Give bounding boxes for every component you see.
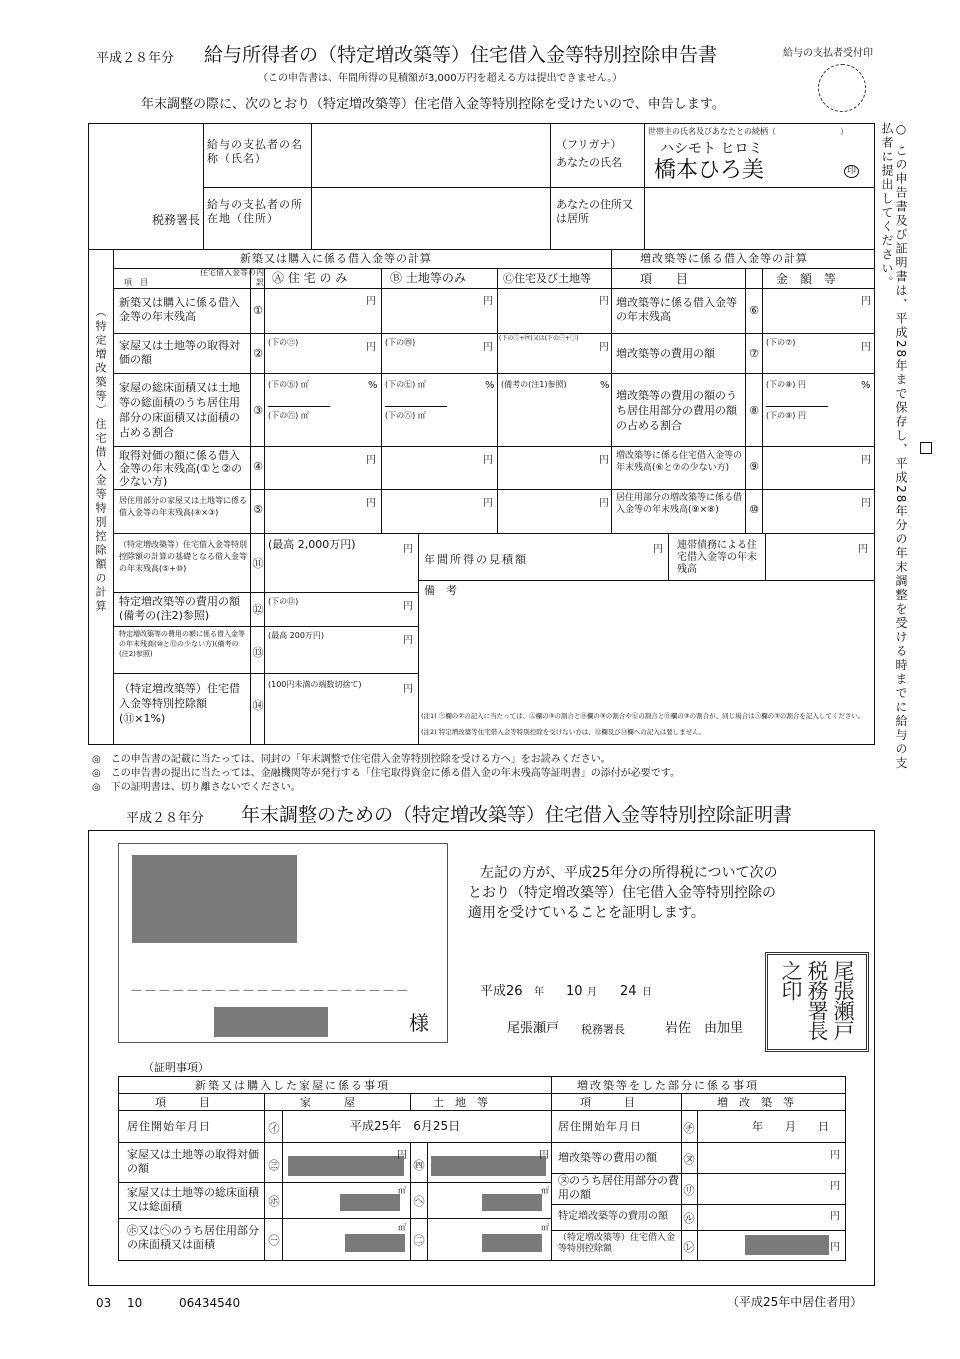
redacted-address — [132, 855, 297, 943]
row9-label: 増改築等に係る住宅借入金等の年末残高(⑥と⑦の少ない方) — [616, 451, 743, 473]
row11-no: ⑪ — [252, 557, 264, 570]
side-note-text: この申告書及び証明書は、平成28年まで保存し、平成28年分の年末調整を受ける時までに給与の支払者に提出してください。 — [880, 122, 908, 771]
seal-text: 尾張瀬戸税務署長之印 — [779, 960, 855, 1040]
rule — [118, 1110, 846, 1111]
cert-new-section: 新築又は購入した家屋に係る事項 — [195, 1079, 390, 1092]
rule — [644, 123, 645, 249]
yen-annual: 円 — [653, 544, 663, 555]
payer-address-label: 給与の支払者の所在地（住所） — [207, 198, 303, 225]
cert-row3-label: 家屋又は土地等の総床面積又は総面積 — [127, 1186, 259, 1213]
redacted-land-living-area — [482, 1234, 542, 1252]
rule — [697, 1110, 698, 1261]
rule — [745, 268, 746, 533]
cert-row3-m2b: ㎡ — [541, 1186, 549, 1195]
rule — [497, 268, 498, 533]
application-title: 給与所得者の（特定増改築等）住宅借入金等特別控除申告書 — [204, 44, 718, 66]
side-note-circle: ○ — [894, 122, 908, 138]
rule — [681, 1093, 682, 1261]
application-year: 平成２８年分 — [96, 51, 175, 66]
yen-5b: 円 — [483, 498, 493, 509]
certificate-year: 平成２８年分 — [126, 811, 205, 826]
yen-1a: 円 — [366, 296, 376, 307]
date-month-unit: 月 — [587, 987, 597, 998]
yen-4c: 円 — [599, 455, 609, 466]
office-title: 税務署長 — [581, 1023, 625, 1036]
yen-4b: 円 — [483, 455, 493, 466]
row3-b1: (下の㊆) ㎡ — [385, 380, 426, 389]
rule — [410, 1093, 411, 1110]
cert-row3-m2: ㎡ — [398, 1186, 406, 1195]
tax-office-label: 税務署長 — [152, 213, 201, 227]
redacted-house-living-area — [345, 1234, 405, 1252]
cert-row4-m2: ㎡ — [398, 1223, 406, 1232]
row11-value: (最高 2,000万円) — [268, 538, 356, 551]
cert-reno2-mark: ㋦ — [683, 1153, 695, 1166]
cert-row2-label: 家屋又は土地等の取得対価の額 — [127, 1148, 259, 1175]
rule — [264, 1093, 265, 1261]
row2-no: ② — [253, 347, 263, 360]
cert-reno1-label: 居住開始年月日 — [558, 1120, 642, 1133]
rule — [551, 1230, 846, 1231]
col-reno-item-label: 項 目 — [640, 272, 689, 286]
rule — [203, 123, 204, 249]
row6-no: ⑥ — [749, 304, 759, 317]
cert-col-reno: 増 改 築 等 — [717, 1096, 794, 1109]
name-dashes: －－－－－－－－－－－－－－－－－－－－ — [130, 984, 411, 999]
cert-row4-m2b: ㎡ — [541, 1223, 549, 1232]
annual-income-label: 年間所得の見積額 — [424, 553, 528, 566]
row13-label: 特定増改築等の費用の額に係る借入金等の年末残高(⑩と⑫の少ない方)(備考の(注2)参照) — [119, 630, 245, 658]
row9-no: ⑨ — [749, 460, 759, 473]
cert-reno-section: 増改築等をした部分に係る事項 — [577, 1079, 759, 1092]
application-intro: 年末調整の際に、次のとおり（特定増改築等）住宅借入金等特別控除を受けたいので、申告します。 — [141, 97, 725, 112]
col-kind-label: 住宅借入金等の内訳 — [200, 268, 264, 287]
row12-no: ⑫ — [252, 603, 264, 616]
col-c-label: Ⓒ住宅及び土地等 — [503, 272, 591, 285]
cert-row1-label: 居住開始年月日 — [127, 1120, 211, 1133]
redacted-deduction — [745, 1235, 829, 1255]
redacted-house-area — [340, 1194, 400, 1211]
row4-label: 取得対価の額に係る借入金等の年末残高(①と②の少ない方) — [119, 449, 243, 488]
row14-no: ⑭ — [252, 699, 264, 712]
cert-row4-mark2: ㊁ — [413, 1234, 425, 1247]
cert-row2-mark: ㊂ — [268, 1159, 280, 1172]
yen-13: 円 — [403, 635, 413, 646]
left-vertical-label: （特定増改築等）住宅借入金等特別控除額の計算 — [94, 306, 107, 614]
name-value: 橋本ひろ美 — [654, 158, 765, 183]
cert-row2-mark2: ㊃ — [413, 1159, 425, 1172]
cert-items-label: （証明事項） — [143, 1061, 209, 1074]
row4-no: ④ — [253, 460, 263, 473]
office-name: 尾張瀬戸 — [507, 1021, 560, 1036]
cert-reno4-yen: 円 — [830, 1211, 840, 1222]
yen-2a: 円 — [366, 342, 376, 353]
yen-4a: 円 — [366, 455, 376, 466]
yen-joint: 円 — [858, 544, 868, 555]
row3-c: (備考の(注1)参照) — [501, 380, 567, 389]
rule — [113, 333, 875, 334]
footnote-1: ◎ この申告書の記載に当たっては、同封の「年末調整で住宅借入金等特別控除を受ける方へ」をお読みください。 — [92, 754, 611, 765]
pct-3a: % — [368, 380, 378, 391]
rule — [113, 249, 114, 745]
redacted-name — [214, 1007, 328, 1037]
row5-no: ⑤ — [253, 503, 263, 516]
row12-value: (下の⑫) — [268, 597, 299, 606]
rule — [427, 1142, 428, 1261]
row12-label: 特定増改築等の費用の額(備考の(注2)参照) — [119, 595, 240, 622]
footnote-2: ◎ この申告書の提出に当たっては、金融機関等が発行する「住宅取得資金に係る借入金の年末残高等証明書」の添付が必要です。 — [92, 768, 680, 779]
col-b-label: Ⓑ 土地等のみ — [390, 271, 466, 285]
yen-5c: 円 — [599, 498, 609, 509]
row3-a1: (下の㊄) ㎡ — [268, 380, 309, 389]
yen-6: 円 — [861, 296, 871, 307]
yen-2c: 円 — [599, 342, 609, 353]
rule — [551, 1142, 846, 1143]
fraction-bar-3a — [268, 406, 330, 407]
row8-label: 増改築等の費用の額のうち居住用部分の費用の額の占める割合 — [616, 389, 737, 432]
cert-reno3-label: ㋦のうち居住用部分の費用の額 — [558, 1174, 679, 1201]
rule — [381, 268, 382, 533]
cert-col-land: 土 地 等 — [433, 1096, 488, 1109]
row8-v2: (下の⑨) 円 — [766, 411, 806, 420]
yen-1c: 円 — [599, 296, 609, 307]
row8-v1: (下の⑧) 円 — [766, 380, 806, 389]
payer-name-label: 給与の支払者の名称（氏名） — [207, 138, 303, 165]
row7-value: (下の⑦) — [766, 338, 796, 347]
rule — [551, 1076, 552, 1261]
col-a-label: Ⓐ 住 宅 の み — [272, 271, 348, 285]
col-item-label: 項 目 — [124, 278, 148, 287]
rule — [88, 249, 875, 250]
receipt-stamp-circle — [818, 64, 866, 112]
cert-row4-label: ㋭又は㋬のうち居住用部分の床面積又は面積 — [127, 1224, 259, 1251]
cert-row3-mark2: ㋬ — [413, 1195, 425, 1208]
row14-label: （特定増改築等）住宅借入金等特別控除額(⑪×1%) — [119, 682, 240, 725]
checkbox-mark — [920, 442, 932, 454]
cert-row2-yen: 円 — [397, 1150, 407, 1161]
rule — [762, 268, 763, 533]
row1-no: ① — [253, 304, 263, 317]
row5-label: 居住用部分の家屋又は土地等に係る借入金等の年末残高(④×③) — [119, 496, 247, 517]
cert-reno5-yen: 円 — [830, 1242, 840, 1253]
yen-7: 円 — [861, 342, 871, 353]
rule — [113, 288, 875, 289]
cert-text-1: 左記の方が、平成25年分の所得税について次の — [480, 865, 778, 881]
redacted-house-cost — [288, 1156, 404, 1176]
redacted-land-cost — [431, 1156, 546, 1176]
yen-1b: 円 — [483, 296, 493, 307]
pct-3b: % — [485, 380, 495, 391]
rule — [118, 1093, 846, 1094]
date-era: 平成26 — [480, 984, 523, 999]
footer-resident-type: （平成25年中居住者用） — [727, 1295, 863, 1309]
row13-no: ⑬ — [252, 646, 264, 659]
rule — [118, 1182, 551, 1183]
rule — [668, 533, 669, 580]
remarks-label: 備 考 — [424, 584, 457, 597]
rule — [418, 533, 419, 745]
row2-c: (下の㊂+㊃)又は(下の㊀+㊁) — [499, 335, 579, 342]
seal-mark: 印 — [844, 165, 859, 178]
rule — [113, 446, 875, 447]
date-month: 10 — [566, 984, 583, 999]
your-name-label: あなたの氏名 — [556, 156, 622, 169]
rule — [551, 1204, 846, 1205]
rule — [611, 249, 612, 533]
cert-col-reno-item: 項 目 — [580, 1096, 635, 1109]
cert-reno1-mark: ㋠ — [683, 1122, 695, 1135]
rule — [113, 533, 875, 534]
fraction-bar-3b — [385, 406, 447, 407]
cert-reno5-label: （特定増改築等）住宅借入金等特別控除額 — [558, 1233, 676, 1254]
furigana-value: ハシモト ヒロミ — [660, 141, 763, 157]
note2: (注2) 特定増改築等住宅借入金等特別控除を受けない方は、⑫欄及び⑬欄への記入は要しません。 — [421, 728, 706, 736]
cert-reno3-mark: ㋷ — [683, 1184, 695, 1197]
rule — [765, 533, 766, 580]
fraction-bar-8 — [766, 406, 828, 407]
pct-3c: % — [600, 380, 610, 391]
row3-no: ③ — [253, 404, 263, 417]
row3-a2: (下の㊅) ㎡ — [268, 411, 309, 420]
rule — [113, 373, 875, 374]
row1-label: 新築又は購入に係る借入金等の年末残高 — [119, 296, 240, 323]
date-day: 24 — [620, 984, 637, 999]
row13-value: (最高 200万円) — [268, 631, 325, 640]
joint-debt-label: 連帯債務による住宅借入金等の年末残高 — [677, 540, 757, 575]
cert-reno4-mark: ㋸ — [683, 1212, 695, 1225]
row7-label: 増改築等の費用の額 — [616, 347, 715, 360]
cert-row2-yen2: 円 — [539, 1150, 549, 1161]
cert-reno1-value: 年 月 日 — [752, 1120, 829, 1133]
yen-10: 円 — [861, 498, 871, 509]
rule — [118, 1142, 551, 1143]
rule — [113, 592, 418, 593]
yen-12: 円 — [403, 601, 413, 612]
row10-no: ⑩ — [749, 503, 759, 516]
furigana-label: （フリガナ） — [556, 138, 622, 151]
rule — [203, 187, 875, 188]
section-new-label: 新築又は購入に係る借入金等の計算 — [240, 252, 432, 265]
redacted-land-area — [482, 1194, 542, 1211]
pct-8: % — [861, 380, 871, 391]
certificate-title: 年末調整のための（特定増改築等）住宅借入金等特別控除証明書 — [241, 804, 793, 826]
row11-label: （特定増改築等）住宅借入金等特別控除額の計算の基礎となる借入金等の年末残高(⑤+⑩) — [119, 540, 247, 573]
row3-label: 家屋の総床面積又は土地等の総面積のうち居住用部分の床面積又は面積の占める割合 — [119, 381, 240, 439]
receipt-stamp-label: 給与の支払者受付印 — [783, 48, 873, 59]
cert-text-3: 適用を受けていることを証明します。 — [468, 905, 705, 921]
honorific: 様 — [409, 1011, 429, 1035]
section-reno-label: 増改築等に係る借入金等の計算 — [640, 252, 808, 265]
cert-col-item: 項 目 — [155, 1096, 210, 1109]
cert-reno2-yen: 円 — [830, 1150, 840, 1161]
head-of-household-label: 世帯主の氏名及びあなたとの続柄（ ） — [648, 127, 848, 136]
cert-row3-mark: ㋭ — [268, 1195, 280, 1208]
row10-label: 居住用部分の増改築等に係る借入金等の年末残高(⑨×⑧) — [616, 493, 743, 515]
rule — [311, 123, 312, 249]
row7-no: ⑦ — [749, 347, 759, 360]
cert-col-house: 家 屋 — [300, 1096, 355, 1109]
footer-code-2: 10 — [127, 1296, 143, 1310]
official-name: 岩佐 由加里 — [665, 1021, 744, 1036]
row2-a: (下の㊂) — [268, 338, 299, 347]
rule — [118, 1218, 551, 1219]
row8-no: ⑧ — [749, 404, 759, 417]
date-day-unit: 日 — [642, 987, 652, 998]
cert-reno2-label: 増改築等の費用の額 — [558, 1151, 657, 1164]
rule — [282, 1110, 283, 1261]
footnote-3: ◎ 下の証明書は、切り離さないでください。 — [92, 782, 301, 793]
cert-row4-mark: ㊀ — [268, 1234, 280, 1247]
row6-label: 増改築等に係る借入金等の年末残高 — [616, 296, 737, 323]
cert-row1-value: 平成25年 6月25日 — [350, 1119, 461, 1133]
row3-b2: (下の㊇) ㎡ — [385, 411, 426, 420]
yen-14: 円 — [403, 684, 413, 695]
col-reno-amount-label: 金 額 等 — [776, 272, 837, 286]
cert-reno5-mark: ㋹ — [683, 1241, 695, 1254]
row14-value: (100円未満の端数切捨て) — [268, 680, 362, 689]
rule — [410, 1142, 411, 1261]
cert-reno4-label: 特定増改築等の費用の額 — [558, 1211, 668, 1222]
rule — [113, 489, 875, 490]
yen-2b: 円 — [483, 342, 493, 353]
cert-reno3-yen: 円 — [830, 1181, 840, 1192]
official-seal — [765, 952, 869, 1052]
your-address-label: あなたの住所又は居所 — [556, 198, 633, 225]
side-note — [880, 122, 908, 782]
application-note: （この申告書は、年間所得の見積額が3,000万円を超える方は提出できません。） — [258, 73, 623, 84]
cert-text-2: とおり（特定増改築等）住宅借入金等特別控除の — [468, 885, 776, 901]
row2-label: 家屋又は土地等の取得対価の額 — [119, 339, 240, 366]
rule — [418, 580, 875, 581]
note1: (注1) ㊂欄の②の記入に当たっては、Ⓐ欄の③の割合とⒷ欄の③の割合や㊆の割合とⒷ欄の③の割合が、同じ場合はⒶ欄の③の割合を記入してください。 — [421, 712, 865, 720]
yen-5a: 円 — [366, 498, 376, 509]
date-year-unit: 年 — [534, 987, 544, 998]
cert-row1-mark: ㋑ — [268, 1122, 280, 1135]
footer-code-3: 06434540 — [179, 1296, 241, 1310]
rule — [113, 673, 418, 674]
yen-9: 円 — [861, 455, 871, 466]
rule — [550, 123, 551, 249]
row2-b: (下の㊃) — [385, 338, 416, 347]
footer-code-1: 03 — [96, 1296, 112, 1310]
yen-11: 円 — [403, 544, 413, 555]
rule — [113, 626, 418, 627]
